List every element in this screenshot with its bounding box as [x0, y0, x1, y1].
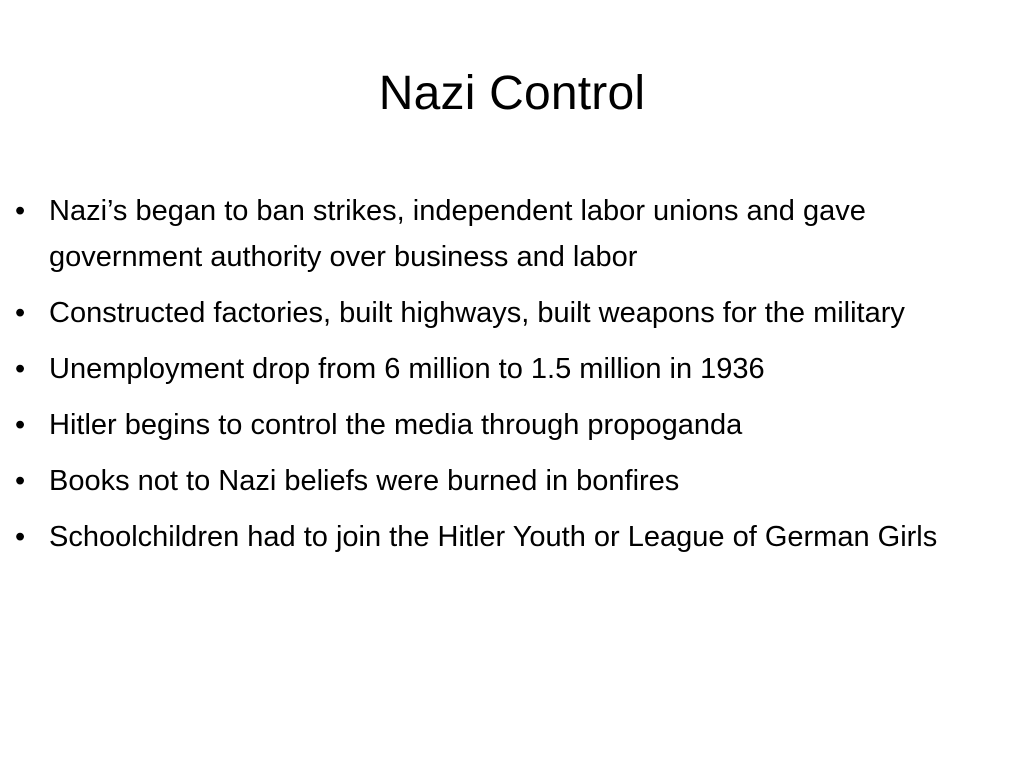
bullet-text: Constructed factories, built highways, built weapons for the military — [49, 297, 905, 329]
bullet-text: Unemployment drop from 6 million to 1.5 million in 1936 — [49, 353, 765, 385]
bullet-item — [15, 514, 1015, 560]
bullet-dot-icon: • — [15, 521, 26, 553]
bullet-item — [15, 402, 1015, 448]
bullet-text: Schoolchildren had to join the Hitler Youth or League of German Girls — [49, 521, 938, 553]
bullet-item — [15, 346, 1015, 392]
slide-title: Nazi Control — [378, 67, 646, 120]
bullet-dot-icon: • — [15, 195, 26, 227]
bullet-item — [15, 290, 1015, 336]
bullet-dot-icon: • — [15, 297, 26, 329]
bullet-text: Books not to Nazi beliefs were burned in bonfires — [49, 465, 680, 497]
bullet-item — [15, 188, 1015, 280]
bullet-text: Nazi’s began to ban strikes, independent labor unions and gave government authority over business and labor — [49, 195, 866, 273]
bullet-item — [15, 458, 1015, 504]
bullet-dot-icon: • — [15, 409, 26, 441]
bullet-dot-icon: • — [15, 465, 26, 497]
bullet-text: Hitler begins to control the media through propoganda — [49, 409, 743, 441]
bullet-dot-icon: • — [15, 353, 26, 385]
bullet-list — [15, 188, 1015, 570]
